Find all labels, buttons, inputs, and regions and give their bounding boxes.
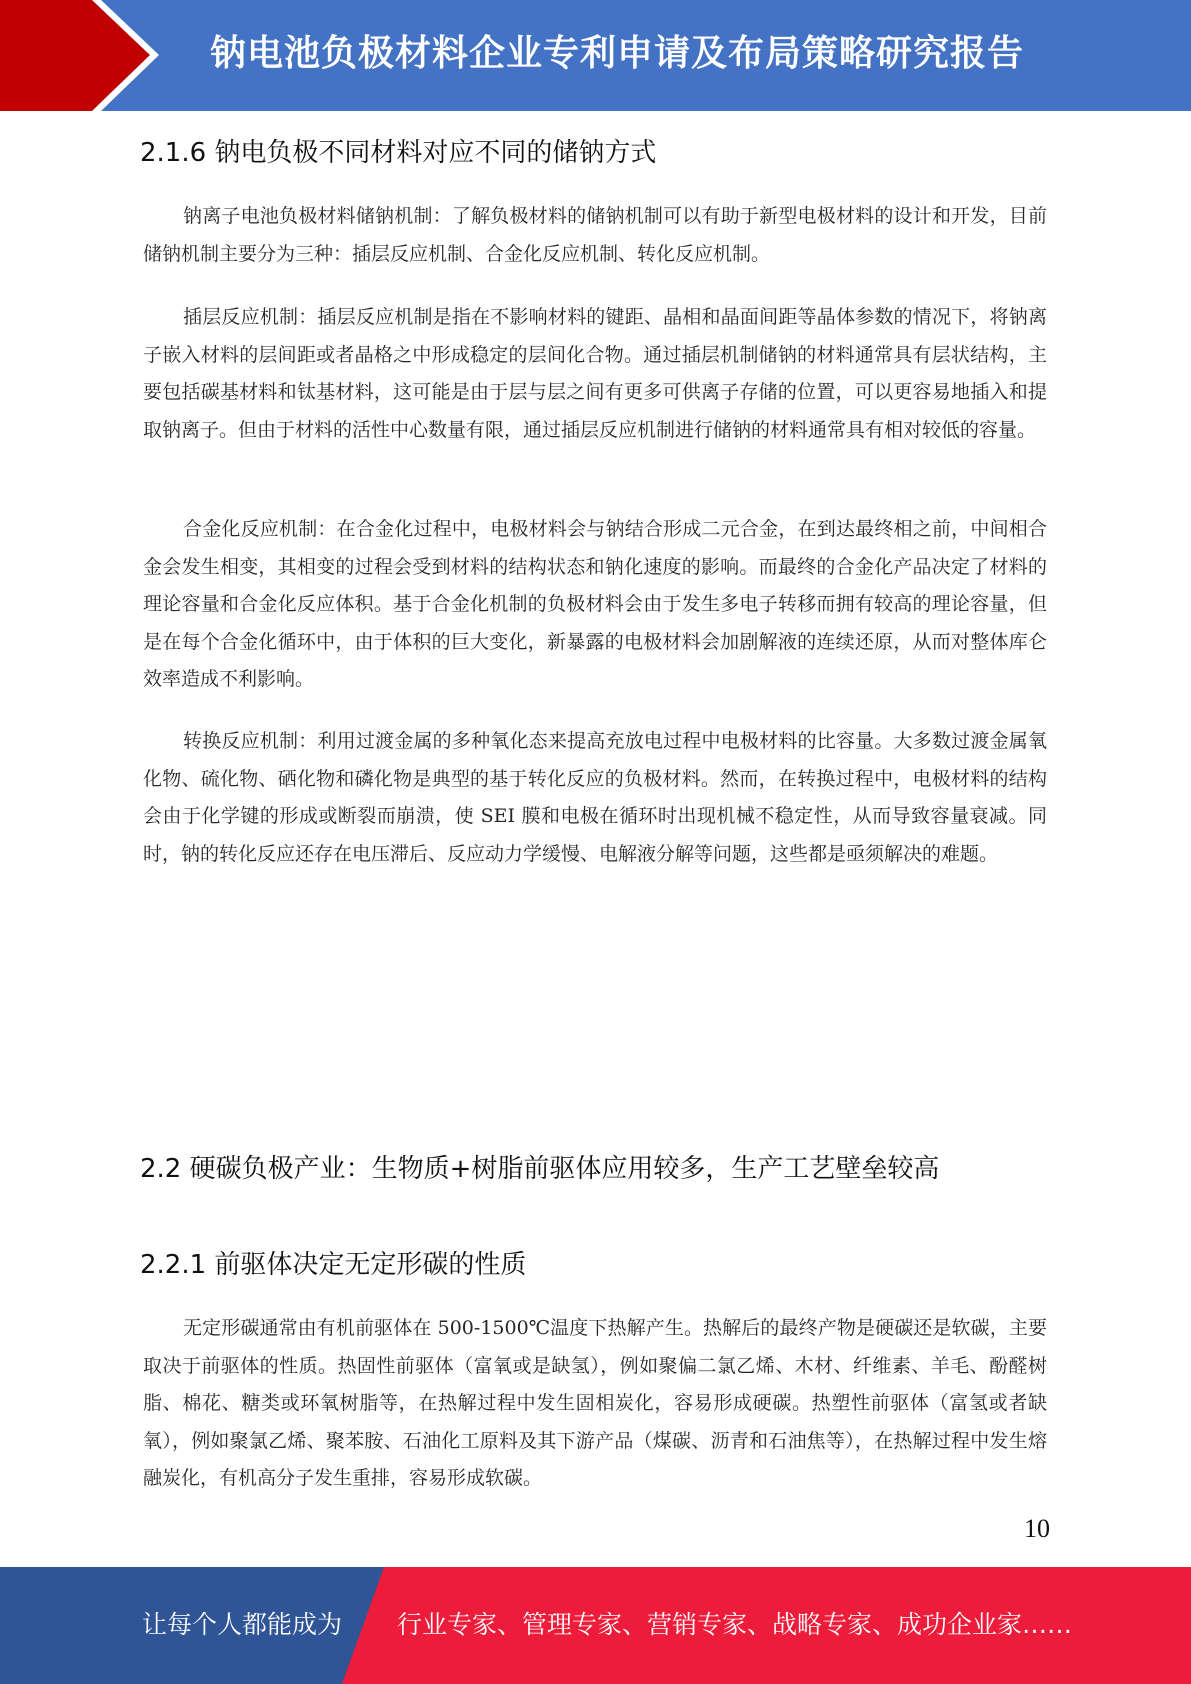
report-title: 钠电池负极材料企业专利申请及布局策略研究报告 bbox=[210, 33, 1025, 74]
footer-slogan-right: 行业专家、管理专家、营销专家、战略专家、成功企业家…… bbox=[397, 1610, 1073, 1639]
paragraph-intercalation: 插层反应机制：插层反应机制是指在不影响材料的键距、晶相和晶面间距等晶体参数的情况下，将钠离子嵌入材料的层间距或者晶格之中形成稳定的层间化合物。通过插层机制储钠的材料通常具有层状结构，主要包括碳基材料和钛基材料，这可能是由于层与层之间有更多可供离子存储的位置，可以更容易地插入和提取钠离子。但由于材料的活性中心数量有限，通过插层反应机制进行储钠的材料通常具有相对较低的容量。 bbox=[143, 306, 1047, 441]
footer-slogan-left: 让每个人都能成为 bbox=[142, 1610, 343, 1639]
section-heading-2-1-6: 2.1.6 钠电负极不同材料对应不同的储钠方式 bbox=[140, 138, 657, 168]
paragraph-precursor: 无定形碳通常由有机前驱体在 500-1500℃温度下热解产生。热解后的最终产物是硬碳还是软碳，主要取决于前驱体的性质。热固性前驱体（富氧或是缺氢），例如聚偏二氯乙烯、木材、纤维素、羊毛、酚醛树脂、棉花、糖类或环氧树脂等，在热解过程中发生固相炭化，容易形成硬碳。热塑性前驱体（富氢或者缺氧），例如聚氯乙烯、聚苯胺、石油化工原料及其下游产品（煤碳、沥青和石油焦等），在热解过程中发生熔融炭化，有机高分子发生重排，容易形成软碳。 bbox=[143, 1317, 1047, 1489]
section-heading-2-2: 2.2 硬碳负极产业：生物质+树脂前驱体应用较多，生产工艺壁垒较高 bbox=[140, 1154, 940, 1184]
section-heading-2-2-1: 2.2.1 前驱体决定无定形碳的性质 bbox=[140, 1250, 527, 1280]
paragraph-conversion: 转换反应机制：利用过渡金属的多种氧化态来提高充放电过程中电极材料的比容量。大多数过渡金属氧化物、硫化物、硒化物和磷化物是典型的基于转化反应的负极材料。然而，在转换过程中，电极材料的结构会由于化学键的形成或断裂而崩溃，使 SEI 膜和电极在循环时出现机械不稳定性，从而导致容量衰减。同时，钠的转化反应还存在电压滞后、反应动力学缓慢、电解液分解等问题，这些都是亟须解决的难题。 bbox=[143, 730, 1047, 865]
page-header bbox=[0, 0, 1191, 111]
paragraph-mechanisms-intro: 钠离子电池负极材料储钠机制：了解负极材料的储钠机制可以有助于新型电极材料的设计和开发，目前储钠机制主要分为三种：插层反应机制、合金化反应机制、转化反应机制。 bbox=[143, 205, 1047, 265]
page-footer bbox=[0, 1567, 1191, 1684]
page-number: 10 bbox=[1024, 1514, 1050, 1543]
paragraph-alloying: 合金化反应机制：在合金化过程中，电极材料会与钠结合形成二元合金，在到达最终相之前，中间相合金会发生相变，其相变的过程会受到材料的结构状态和钠化速度的影响。而最终的合金化产品决定了材料的理论容量和合金化反应体积。基于合金化机制的负极材料会由于发生多电子转移而拥有较高的理论容量，但是在每个合金化循环中，由于体积的巨大变化，新暴露的电极材料会加剧解液的连续还原，从而对整体库仑效率造成不利影响。 bbox=[143, 518, 1047, 690]
